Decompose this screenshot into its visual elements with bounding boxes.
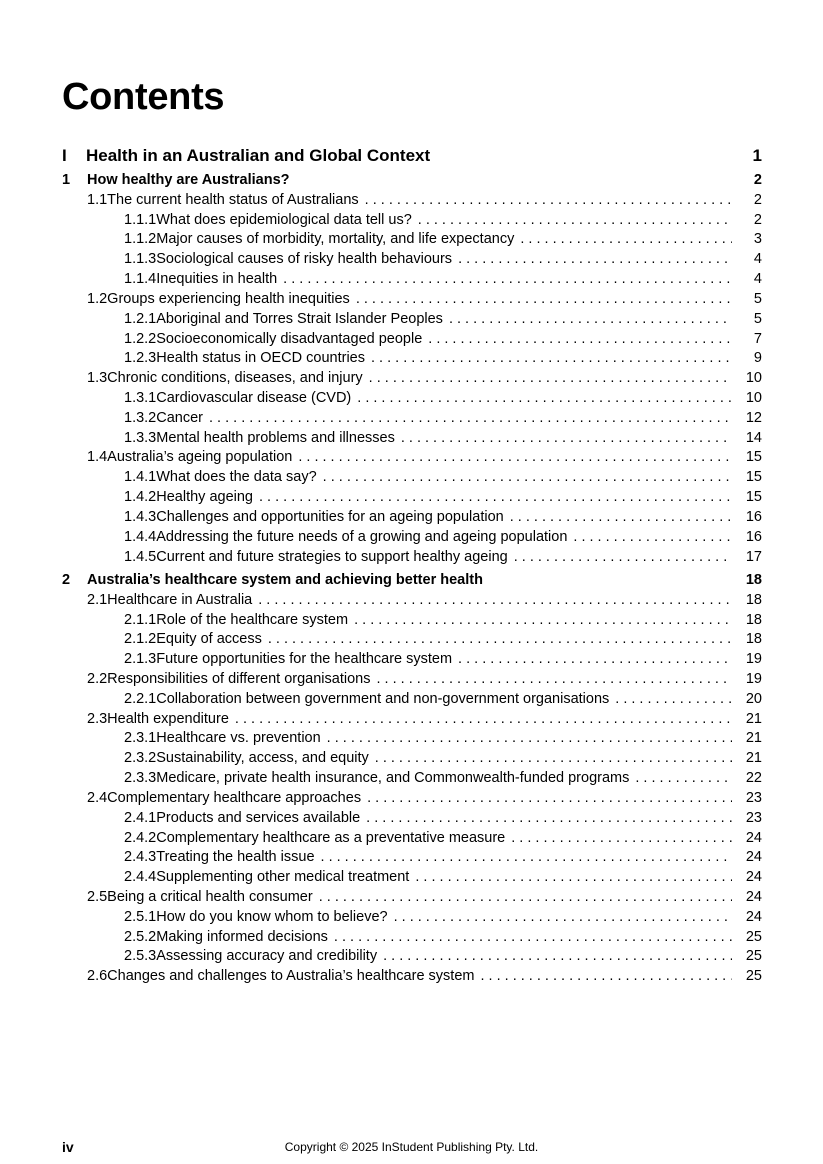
toc-entry-number: 1.4.4	[124, 528, 157, 545]
toc-page-number: 2	[753, 172, 762, 188]
toc-page-number: 21	[745, 710, 762, 727]
page-number: iv	[62, 1139, 74, 1155]
toc-entry-label: Inequities in health	[156, 271, 278, 288]
toc-entry-label: What does the data say?	[156, 469, 317, 486]
toc-entry-number: 2	[62, 571, 71, 588]
dot-leader	[209, 410, 732, 426]
toc-subsection-entry[interactable]	[124, 271, 762, 287]
toc-section-entry[interactable]	[87, 370, 762, 386]
toc-subsection-entry[interactable]	[124, 830, 762, 846]
toc-subsection-entry[interactable]	[124, 509, 762, 525]
toc-entry-label: How healthy are Australians?	[87, 172, 290, 188]
toc-section-entry[interactable]	[87, 889, 762, 905]
toc-entry-label: Assessing accuracy and credibility	[156, 948, 378, 965]
toc-entry-number: 2.3.1	[124, 730, 157, 747]
toc-entry-label: Making informed decisions	[156, 928, 328, 945]
dot-leader	[298, 449, 732, 465]
toc-entry-label: What does epidemiological data tell us?	[156, 211, 412, 228]
toc-entry-number: 1.2	[87, 290, 108, 307]
dot-leader	[375, 750, 732, 766]
toc-entry-label: Complementary healthcare approaches	[107, 789, 362, 806]
toc-page-number: 23	[745, 809, 762, 826]
toc-entry-number: 1.3.3	[124, 429, 157, 446]
toc-subsection-entry[interactable]	[124, 948, 762, 964]
dot-leader	[371, 350, 732, 366]
toc-entry-label: Groups experiencing health inequities	[107, 290, 350, 307]
toc-entry-label: Products and services available	[156, 809, 361, 826]
toc-entry-number: 1.2.3	[124, 350, 157, 367]
toc-entry-label: Responsibilities of different organisations	[107, 671, 371, 687]
toc-subsection-entry[interactable]	[124, 311, 762, 327]
toc-page-number: 10	[745, 390, 762, 407]
toc-subsection-entry[interactable]	[124, 430, 762, 446]
toc-page-number: 16	[745, 528, 762, 545]
toc-subsection-entry[interactable]	[124, 612, 762, 628]
toc-entry-number: 1	[62, 172, 71, 188]
toc-entry-label: Challenges and opportunities for an ageing population	[156, 508, 504, 525]
toc-page-number: 23	[745, 789, 762, 806]
toc-subsection-entry[interactable]	[124, 331, 762, 347]
toc-page-number: 24	[745, 908, 762, 925]
dot-leader	[321, 849, 732, 865]
dot-leader	[415, 869, 732, 885]
dot-leader	[319, 889, 732, 905]
toc-subsection-entry[interactable]	[124, 231, 762, 247]
toc-entry-number: 2.2	[87, 671, 108, 687]
toc-entry-number: 1.1	[87, 191, 108, 208]
dot-leader	[635, 770, 732, 786]
toc-entry-number: 1.1.4	[124, 271, 157, 288]
toc-entry-number: 1.4.1	[124, 469, 157, 486]
toc-entry-label: Healthy ageing	[156, 489, 253, 506]
dot-leader	[367, 790, 732, 806]
toc-entry-label: Equity of access	[156, 631, 262, 648]
dot-leader	[573, 529, 732, 545]
toc-entry-number: 2.3	[87, 710, 108, 727]
toc-entry-label: Mental health problems and illnesses	[156, 429, 395, 446]
toc-part-number: I	[62, 146, 67, 165]
dot-leader	[480, 968, 732, 984]
dot-leader	[511, 830, 732, 846]
toc-entry-label: Complementary healthcare as a preventative measure	[156, 829, 506, 846]
toc-entry-number: 2.4.1	[124, 809, 157, 826]
toc-section-entry[interactable]	[87, 711, 762, 727]
toc-page-number: 22	[745, 770, 762, 787]
toc-page-number: 3	[753, 231, 762, 248]
toc-entry-label: Medicare, private health insurance, and Commonwealth-funded programs	[156, 770, 630, 787]
toc-subsection-entry[interactable]	[124, 350, 762, 366]
toc-entry-number: 2.4.2	[124, 829, 157, 846]
toc-entry-label: Role of the healthcare system	[156, 611, 349, 628]
toc-entry-number: 1.1.3	[124, 251, 157, 268]
toc-entry-label: Addressing the future needs of a growing and ageing population	[156, 528, 568, 545]
toc-entry-number: 2.3.2	[124, 750, 157, 767]
toc-page-number: 2	[753, 191, 762, 208]
toc-page-number: 20	[745, 690, 762, 707]
toc-page-number: 10	[745, 370, 762, 387]
toc-entry-label: Major causes of morbidity, mortality, and life expectancy	[156, 231, 515, 248]
toc-page-number: 21	[745, 750, 762, 767]
toc-page-number: 19	[745, 671, 762, 687]
toc-subsection-entry[interactable]	[124, 869, 762, 885]
dot-leader	[268, 631, 732, 647]
toc-section-entry[interactable]	[87, 968, 762, 984]
toc-entry-label: Health expenditure	[107, 710, 229, 727]
toc-section-entry[interactable]	[87, 592, 762, 608]
toc-page-number: 9	[753, 350, 762, 367]
toc-page-number: 15	[745, 489, 762, 506]
toc-entry-label: Treating the health issue	[156, 849, 315, 866]
toc-subsection-entry[interactable]	[124, 631, 762, 647]
toc-entry-label: Health status in OECD countries	[156, 350, 365, 367]
toc-subsection-entry[interactable]	[124, 489, 762, 505]
copyright-notice: Copyright © 2025 InStudent Publishing Pty. Ltd.	[284, 1140, 539, 1154]
toc-subsection-entry[interactable]	[124, 849, 762, 865]
toc-page-number: 7	[753, 330, 762, 347]
toc-page-number: 18	[745, 631, 762, 648]
toc-entry-label: Collaboration between government and non-government organisations	[156, 690, 610, 707]
toc-page-number: 1	[752, 146, 762, 165]
toc-entry-label: Healthcare vs. prevention	[156, 730, 321, 747]
toc-subsection-entry[interactable]	[124, 691, 762, 707]
dot-leader	[458, 251, 732, 267]
dot-leader	[357, 390, 732, 406]
toc-entry-label: Sociological causes of risky health behaviours	[156, 251, 453, 268]
toc-entry-label: Cardiovascular disease (CVD)	[156, 390, 352, 407]
toc-subsection-entry[interactable]	[124, 212, 762, 228]
toc-entry-number: 1.4.5	[124, 548, 157, 565]
dot-leader	[327, 730, 732, 746]
dot-leader	[401, 430, 732, 446]
dot-leader	[510, 509, 732, 525]
toc-page-number: 5	[753, 310, 762, 327]
toc-entry-number: 2.1.3	[124, 651, 157, 668]
toc-entry-number: 2.1.1	[124, 611, 157, 628]
toc-entry-label: Aboriginal and Torres Strait Islander Peoples	[156, 310, 443, 327]
toc-entry-number: 1.4	[87, 449, 108, 466]
toc-entry-number: 2.1	[87, 591, 108, 608]
toc-entry-label: Chronic conditions, diseases, and injury	[107, 370, 363, 387]
toc-entry-number: 2.1.2	[124, 631, 157, 648]
dot-leader	[258, 592, 732, 608]
dot-leader	[365, 192, 732, 208]
toc-entry-label: Healthcare in Australia	[107, 591, 253, 608]
toc-entry-number: 2.5.3	[124, 948, 157, 965]
dot-leader	[514, 549, 732, 565]
toc-page-number: 24	[745, 869, 762, 886]
toc-page-number: 18	[745, 611, 762, 628]
toc-entry-number: 1.1.2	[124, 231, 157, 248]
dot-leader	[354, 612, 732, 628]
toc-entry-number: 1.2.2	[124, 330, 157, 347]
toc-entry-label: Current and future strategies to support healthy ageing	[156, 548, 508, 565]
toc-entry-number: 2.3.3	[124, 770, 157, 787]
dot-leader	[418, 212, 732, 228]
dot-leader	[259, 489, 732, 505]
toc-section-entry[interactable]	[87, 671, 762, 687]
toc-entry-label: Being a critical health consumer	[107, 889, 313, 906]
page-title: Contents	[62, 76, 225, 118]
dot-leader	[458, 651, 732, 667]
toc-subsection-entry[interactable]	[124, 651, 762, 667]
toc-page-number: 2	[753, 211, 762, 228]
toc-subsection-entry[interactable]	[124, 549, 762, 565]
toc-chapter-entry[interactable]	[62, 572, 762, 588]
toc-entry-number: 1.3	[87, 370, 108, 387]
toc-entry-number: 2.2.1	[124, 690, 157, 707]
dot-leader	[369, 370, 732, 386]
toc-entry-label: The current health status of Australians	[107, 191, 359, 208]
toc-page-number: 25	[745, 968, 762, 985]
toc-page-number: 4	[753, 251, 762, 268]
dot-leader	[394, 909, 732, 925]
toc-entry-number: 1.1.1	[124, 211, 157, 228]
toc-page-number: 21	[745, 730, 762, 747]
dot-leader	[356, 291, 732, 307]
toc-page-number: 24	[745, 829, 762, 846]
toc-entry-label: Socioeconomically disadvantaged people	[156, 330, 423, 347]
toc-page-number: 4	[753, 271, 762, 288]
toc-page-number: 18	[745, 591, 762, 608]
toc-entry-number: 2.4.3	[124, 849, 157, 866]
dot-leader	[428, 331, 732, 347]
toc-subsection-entry[interactable]	[124, 770, 762, 786]
toc-page-number: 5	[753, 290, 762, 307]
toc-entry-number: 1.4.2	[124, 489, 157, 506]
toc-page-number: 25	[745, 948, 762, 965]
toc-page-number: 16	[745, 508, 762, 525]
toc-subsection-entry[interactable]	[124, 469, 762, 485]
toc-entry-number: 2.4.4	[124, 869, 157, 886]
toc-entry-label: Future opportunities for the healthcare system	[156, 651, 453, 668]
toc-section-entry[interactable]	[87, 449, 762, 465]
toc-entry-label: Cancer	[156, 409, 203, 426]
toc-subsection-entry[interactable]	[124, 929, 762, 945]
toc-entry-label: Changes and challenges to Australia’s healthcare system	[107, 968, 475, 985]
toc-entry-number: 2.5	[87, 889, 108, 906]
toc-subsection-entry[interactable]	[124, 730, 762, 746]
toc-entry-number: 2.4	[87, 789, 108, 806]
toc-section-entry[interactable]	[87, 291, 762, 307]
toc-entry-label: Sustainability, access, and equity	[156, 750, 369, 767]
toc-part-entry[interactable]	[62, 146, 762, 166]
toc-page-number: 14	[745, 429, 762, 446]
toc-page-number: 15	[745, 469, 762, 486]
toc-page-number: 15	[745, 449, 762, 466]
toc-subsection-entry[interactable]	[124, 750, 762, 766]
toc-page-number: 24	[745, 889, 762, 906]
dot-leader	[323, 469, 732, 485]
toc-entry-number: 2.5.2	[124, 928, 157, 945]
toc-entry-number: 1.2.1	[124, 310, 157, 327]
toc-subsection-entry[interactable]	[124, 410, 762, 426]
toc-entry-number: 1.4.3	[124, 508, 157, 525]
toc-page-number: 18	[745, 571, 762, 588]
toc-subsection-entry[interactable]	[124, 251, 762, 267]
toc-entry-number: 2.5.1	[124, 908, 157, 925]
toc-subsection-entry[interactable]	[124, 909, 762, 925]
toc-page-number: 24	[745, 849, 762, 866]
toc-entry-number: 1.3.1	[124, 390, 157, 407]
toc-section-entry[interactable]	[87, 192, 762, 208]
dot-leader	[334, 929, 732, 945]
toc-entry-label: Australia’s ageing population	[107, 449, 293, 466]
toc-entry-label: How do you know whom to believe?	[156, 908, 388, 925]
toc-entry-number: 2.6	[87, 968, 108, 985]
toc-page-number: 12	[745, 409, 762, 426]
dot-leader	[615, 691, 732, 707]
toc-entry-number: 1.3.2	[124, 409, 157, 426]
toc-subsection-entry[interactable]	[124, 810, 762, 826]
dot-leader	[520, 231, 732, 247]
dot-leader	[449, 311, 732, 327]
toc-page-number: 19	[745, 651, 762, 668]
toc-page-number: 25	[745, 928, 762, 945]
toc-chapter-entry[interactable]	[62, 172, 762, 188]
toc-subsection-entry[interactable]	[124, 529, 762, 545]
dot-leader	[283, 271, 732, 287]
toc-page-number: 17	[745, 548, 762, 565]
dot-leader	[366, 810, 732, 826]
toc-entry-label: Australia’s healthcare system and achieving better health	[87, 571, 483, 588]
toc-section-entry[interactable]	[87, 790, 762, 806]
dot-leader	[376, 671, 732, 687]
toc-entry-label: Supplementing other medical treatment	[156, 869, 410, 886]
dot-leader	[235, 711, 732, 727]
dot-leader	[383, 948, 732, 964]
toc-part-label: Health in an Australian and Global Context	[86, 146, 431, 165]
toc-subsection-entry[interactable]	[124, 390, 762, 406]
